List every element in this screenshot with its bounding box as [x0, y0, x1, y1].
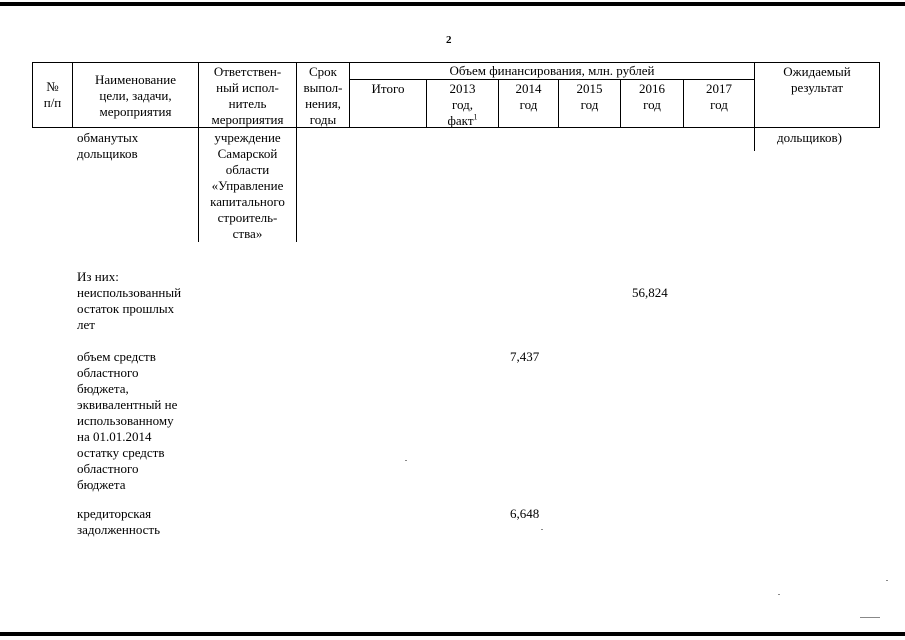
header-col-number: № п/п	[43, 79, 62, 110]
scan-speck	[541, 529, 543, 530]
page-number: 2	[446, 34, 452, 46]
regional-budget-2014-value: 7,437	[510, 349, 540, 364]
scan-speck	[405, 460, 407, 461]
header-col-result: Ожидаемый результат	[783, 64, 851, 95]
payables-label: кредиторская задолженность	[77, 506, 161, 537]
scan-speck	[778, 594, 780, 595]
header-col-responsible: Ответствен- ный испол- нитель мероприятия	[211, 64, 284, 127]
header-col-2017: 2017 год	[706, 81, 732, 112]
continuation-responsible: учреждение Самарской области «Управление капитального строитель- ства»	[210, 130, 285, 241]
header-col-2013	[427, 81, 498, 129]
regional-budget-label: объем средств областного бюджета, эквивалентный не использованному на 01.01.2014 остатку средств областного бюджета	[77, 349, 178, 492]
header-col-2013-text: 2013 год, факт	[447, 81, 476, 128]
header-col-term: Срок выпол- нения, годы	[303, 64, 343, 127]
bottom-border-rule	[0, 632, 905, 636]
continuation-result: дольщиков)	[777, 130, 842, 145]
header-col-2015: 2015 год	[576, 81, 603, 112]
scan-speck	[886, 580, 888, 581]
of-which-2016-value: 56,824	[632, 285, 668, 300]
header-col-total: Итого	[371, 81, 405, 96]
header-col-2016: 2016 год	[639, 81, 665, 112]
header-col-name: Наименование цели, задачи, мероприятия	[95, 72, 176, 119]
of-which-label: Из них: неиспользованный остаток прошлых лет	[77, 269, 182, 332]
payables-2014-value: 6,648	[510, 506, 540, 521]
header-col-2014: 2014 год	[515, 81, 542, 112]
header-financing-group: Объем финансирования, млн. рублей	[449, 63, 655, 78]
footnote-marker: 1	[473, 112, 478, 122]
top-border-rule	[0, 2, 905, 6]
scan-speck	[860, 617, 880, 618]
continuation-name: обманутых дольщиков	[77, 130, 139, 161]
